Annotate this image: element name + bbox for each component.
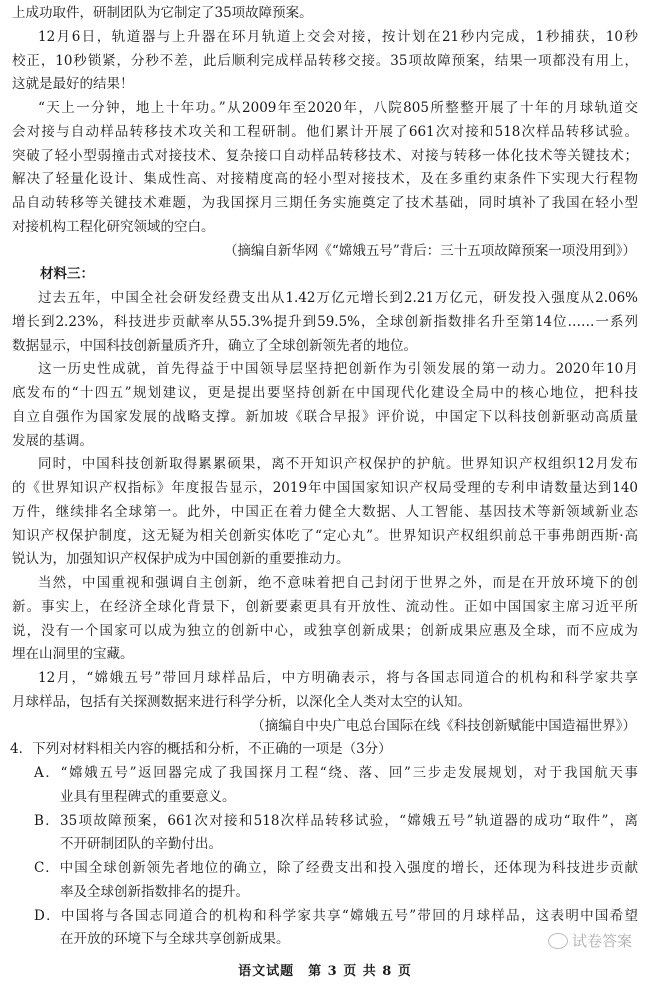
text-line: 的《世界知识产权指标》年度报告显示，2019年中国国家知识产权局受理的专利申请数量达到140 xyxy=(12,480,638,496)
exam-page xyxy=(0,2,650,952)
option-d: D．中国将与各国志同道合的机构和科学家共享“嫦娥五号”带回的月球样品，这表明中国希望 xyxy=(34,907,638,924)
text-line: 埋在山洞里的宝藏。 xyxy=(12,646,134,663)
page-footer: 语文试题 第 3 页 共 8 页 xyxy=(238,964,412,979)
question-stem: 4．下列对材料相关内容的概括和分析，不正确的一项是（3分） xyxy=(10,741,392,758)
text-line: 解决了轻量化设计、集成性高、对接精度高的轻小型对接技术，及在多重约束条件下实现大行程物 xyxy=(12,171,638,188)
text-line: 会对接与自动样品转移技术攻关和工程研制。他们累计开展了661次对接和518次样品转移试验。 xyxy=(12,123,638,140)
text-line: 当然，中国重视和强调自主创新，绝不意味着把自己封闭于世界之外，而是在开放环境下的创 xyxy=(38,575,638,591)
text-line: 12月6日，轨道器与上升器在环月轨道上交会对接，按计划在21秒内完成，1秒捕获，10秒 xyxy=(38,28,638,45)
text-line: 品自动转移等关键技术难题，为我国探月三期任务实施奠定了技术基础，同时填补了我国在轻小型 xyxy=(12,195,638,211)
text-line: 锐认为，加强知识产权保护成为中国创新的重要推动力。 xyxy=(12,551,350,568)
text-line: 对接机构工程化研究领域的空白。 xyxy=(12,218,215,235)
text-line: 说，没有一个国家可以成为独立的创新中心，或独享创新成果；创新成果应惠及全球，而不应成为 xyxy=(12,622,638,639)
text-line: 这一历史性成就，首先得益于中国领导层坚持把创新作为引领发展的第一动力。2020年10月 xyxy=(38,361,638,378)
watermark xyxy=(548,930,632,951)
option-c-cont: 率及全球创新指数排名的提升。 xyxy=(60,883,249,900)
option-a-cont: 业具有里程碑式的重要意义。 xyxy=(60,788,236,805)
text-line: 新。事实上，在经济全球化背景下，创新要素更具有开放性、流动性。正如中国国家主席习近平所 xyxy=(12,598,638,615)
text-line: “天上一分钟，地上十年功。”从2009年至2020年，八院805所整整开展了十年的月球轨道交 xyxy=(38,100,638,116)
option-d-cont: 在开放的环境下与全球共享创新成果。 xyxy=(60,931,290,948)
option-a: A．“嫦娥五号”返回器完成了我国探月工程“绕、落、回”三步走发展规划，对于我国航天事 xyxy=(34,765,638,781)
text-line: 知识产权保护制度，这无疑为相关创新实体吃了“定心丸”。世界知识产权组织前总干事弗朗西斯·高 xyxy=(12,527,638,544)
text-line: 万件，继续排名全球第一。此外，中国正在着力健全大数据、人工智能、基因技术等新领域新业态 xyxy=(12,503,638,520)
text-line: 这就是最好的结果！ xyxy=(12,76,134,93)
wechat-icon xyxy=(548,933,568,949)
text-line: 同时，中国科技创新取得累累硕果，离不开知识产权保护的护航。世界知识产权组织12月发布 xyxy=(38,456,638,473)
option-b: B．35项故障预案，661次对接和518次样品转移试验，“嫦娥五号”轨道器的成功“取件”，离 xyxy=(34,812,638,829)
option-b-cont: 不开研制团队的辛勤付出。 xyxy=(60,836,222,853)
text-line: 数据显示，中国科技创新量质齐升，确立了全球创新领先者的地位。 xyxy=(12,337,417,354)
text-line: 月球样品，包括有关探测数据来进行科学分析，以深化全人类对太空的认知。 xyxy=(12,693,471,710)
source-citation: （摘编自新华网《“嫦娥五号”背后：三十五项故障预案一项没用到》） xyxy=(223,242,636,259)
section-heading: 材料三： xyxy=(40,266,94,283)
text-line: 过去五年，中国全社会研发经费支出从1.42万亿元增长到2.21万亿元，研发投入强度从2.06% xyxy=(38,290,638,306)
text-line: 增长到2.23%，科技进步贡献率从55.3%提升到59.5%，全球创新指数排名升至第14位……一系列 xyxy=(12,313,638,330)
text-line: 发展的基调。 xyxy=(12,432,93,449)
text-line: 突破了轻小型弱撞击式对接技术、复杂接口自动样品转移技术、对接与转移一体化技术等关键技术； xyxy=(12,147,638,164)
text-line: 底发布的“十四五”规划建议，更是提出要坚持创新在中国现代化建设全局中的核心地位，把科技 xyxy=(12,385,638,401)
text-line: 上成功取件，研制团队为它制定了35项故障预案。 xyxy=(12,5,313,21)
text-line: 校正，10秒锁紧，分秒不差，此后顺利完成样品转移交接。35项故障预案，结果一项都没有用上， xyxy=(12,52,638,69)
option-c: C．中国全球创新领先者地位的确立，除了经费支出和投入强度的增长，还体现为科技进步贡献 xyxy=(34,860,638,876)
text-line: 自立自强作为国家发展的战略支撑。新加坡《联合早报》评价说，中国定下以科技创新驱动高质量 xyxy=(12,408,638,425)
text-line: 12月，“嫦娥五号”带回月球样品后，中方明确表示，将与各国志同道合的机构和科学家共享 xyxy=(38,670,638,686)
source-citation: （摘编自中央广电总台国际在线《科技创新赋能中国造福世界》） xyxy=(251,717,636,734)
watermark-text: 试卷答案 xyxy=(572,932,633,950)
